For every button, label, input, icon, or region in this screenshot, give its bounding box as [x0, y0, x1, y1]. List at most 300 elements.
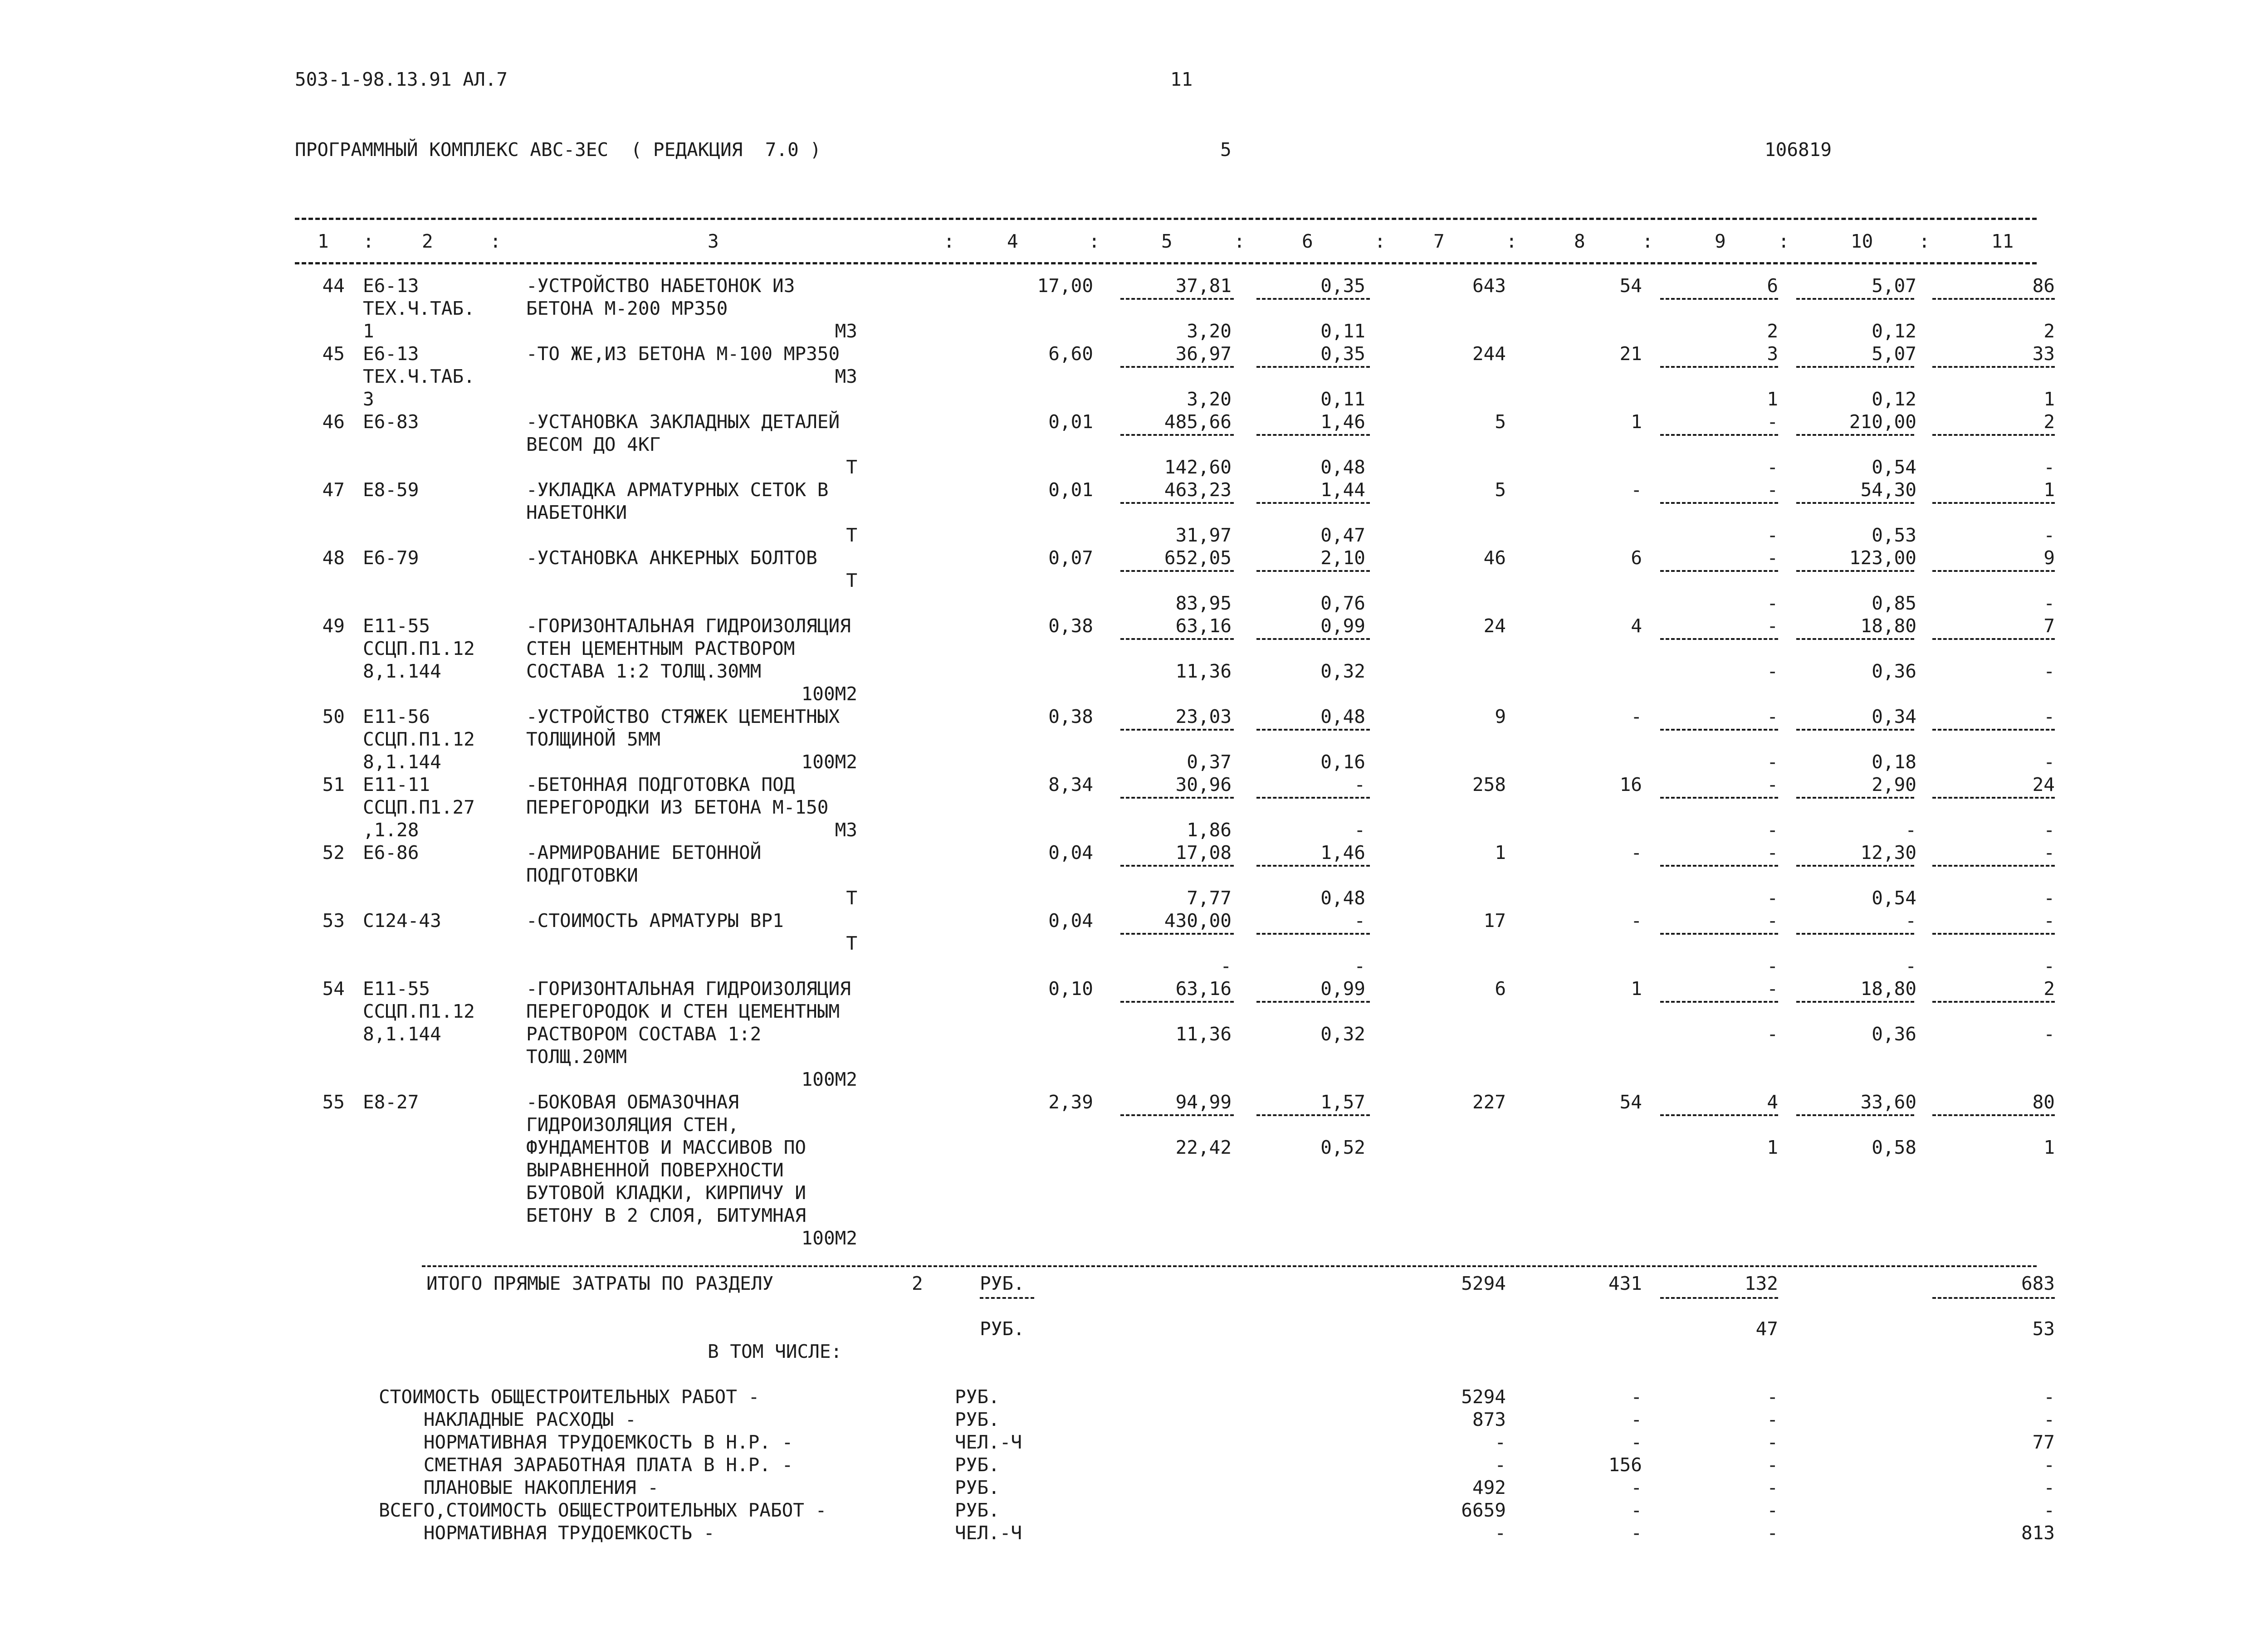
value-c10: 123,00	[1849, 547, 1916, 569]
value-c8: -	[1631, 706, 1642, 727]
totals-unit: РУБ.	[980, 1273, 1025, 1294]
summary-unit: РУБ.	[955, 1477, 1000, 1498]
sub-rule	[1120, 298, 1234, 300]
quantity: 0,38	[1048, 706, 1093, 727]
summary-col9: -	[1767, 1499, 1778, 1521]
work-description: -УКЛАДКА АРМАТУРНЫХ СЕТОК В	[526, 479, 829, 501]
value-c10: 5,07	[1872, 343, 1916, 365]
row-number: 44	[322, 275, 345, 297]
value-c9: -	[1767, 547, 1778, 569]
summary-col8: -	[1631, 1522, 1642, 1544]
value-c7: 17	[1483, 910, 1506, 932]
summary-col11: -	[2043, 1454, 2055, 1476]
column-separator: :	[1778, 230, 1789, 252]
work-description: ТОЛЩИНОЙ 5ММ	[526, 728, 661, 750]
sub-rule	[1120, 933, 1234, 935]
row-number: 49	[322, 615, 345, 637]
measure-unit: Т	[846, 887, 857, 909]
quantity: 0,38	[1048, 615, 1093, 637]
row-number: 46	[322, 411, 345, 433]
value-c7: 5	[1495, 411, 1506, 433]
subvalue-s9: -	[1767, 524, 1778, 546]
sub-rule	[1660, 729, 1778, 731]
value-c9: -	[1767, 910, 1778, 932]
including-label: В ТОМ ЧИСЛЕ:	[708, 1341, 842, 1362]
subvalue-s10: 0,12	[1872, 320, 1916, 342]
value-c10: 210,00	[1849, 411, 1916, 433]
subvalue-s9: -	[1767, 955, 1778, 977]
column-header-4: 4	[1007, 230, 1018, 252]
value-c5: 30,96	[1175, 774, 1232, 795]
subvalue-s6: 0,48	[1320, 887, 1365, 909]
sub-rule	[1256, 638, 1370, 640]
work-description: -ГОРИЗОНТАЛЬНАЯ ГИДРОИЗОЛЯЦИЯ	[526, 978, 851, 1000]
value-c8: 6	[1631, 547, 1642, 569]
value-c11: 2	[2043, 978, 2055, 1000]
value-c10: 18,80	[1860, 978, 1916, 1000]
sub-rule	[1796, 638, 1914, 640]
sub-rule	[1120, 502, 1234, 504]
work-description: -УСТАНОВКА АНКЕРНЫХ БОЛТОВ	[526, 547, 817, 569]
sub-rule	[1932, 797, 2055, 799]
value-c10: 33,60	[1860, 1091, 1916, 1113]
column-header-6: 6	[1302, 230, 1313, 252]
sub-rule	[1796, 797, 1914, 799]
sub-rule	[1660, 933, 1778, 935]
summary-col7: 6659	[1461, 1499, 1506, 1521]
subvalue-s5: 0,37	[1187, 751, 1232, 773]
measure-unit: Т	[846, 524, 857, 546]
subvalue-s6: 0,11	[1320, 320, 1365, 342]
sub-rule	[1796, 366, 1914, 368]
work-description: ВЫРАВНЕННОЙ ПОВЕРХНОСТИ	[526, 1159, 784, 1181]
subvalue-s6: 0,52	[1320, 1137, 1365, 1158]
column-separator: :	[1374, 230, 1386, 252]
subvalue-s5: 83,95	[1175, 592, 1232, 614]
subvalue-s5: 3,20	[1187, 388, 1232, 410]
quantity: 6,60	[1048, 343, 1093, 365]
work-description: -УСТРОЙСТВО СТЯЖЕК ЦЕМЕНТНЫХ	[526, 706, 840, 727]
norm-code: Е11-55	[363, 615, 430, 637]
sub-rule	[1660, 298, 1778, 300]
subvalue-s10: 0,53	[1872, 524, 1916, 546]
column-header-5: 5	[1161, 230, 1173, 252]
sub-rule	[1932, 1114, 2055, 1116]
value-c7: 1	[1495, 842, 1506, 863]
sub-rule	[1932, 434, 2055, 436]
summary-col11: -	[2043, 1477, 2055, 1498]
quantity: 0,07	[1048, 547, 1093, 569]
work-description: ТОЛЩ.20ММ	[526, 1046, 627, 1068]
summary-label: НАКЛАДНЫЕ РАСХОДЫ -	[379, 1409, 636, 1430]
sub-rule	[1120, 434, 1234, 436]
work-description: -УСТРОЙСТВО НАБЕТОНОК ИЗ	[526, 275, 795, 297]
value-c9: -	[1767, 706, 1778, 727]
sub-rule	[1256, 729, 1370, 731]
summary-label: СТОИМОСТЬ ОБЩЕСТРОИТЕЛЬНЫХ РАБОТ -	[379, 1386, 760, 1408]
sub-rule	[1660, 502, 1778, 504]
subvalue-s11: 1	[2043, 388, 2055, 410]
summary-col9: -	[1767, 1454, 1778, 1476]
value-c7: 258	[1472, 774, 1506, 795]
totals-label: ИТОГО ПРЯМЫЕ ЗАТРАТЫ ПО РАЗДЕЛУ	[426, 1273, 774, 1294]
sub-rule	[1256, 933, 1370, 935]
value-c5: 17,08	[1175, 842, 1232, 863]
row-number: 54	[322, 978, 345, 1000]
norm-code: ТЕХ.Ч.ТАБ.	[363, 298, 475, 319]
work-description: БЕТОНУ В 2 СЛОЯ, БИТУМНАЯ	[526, 1205, 807, 1226]
work-description: ВЕСОМ ДО 4КГ	[526, 434, 661, 455]
sub-rule	[1256, 865, 1370, 867]
totals-col8: 431	[1608, 1273, 1642, 1294]
sub-rule	[1256, 1001, 1370, 1003]
summary-label: НОРМАТИВНАЯ ТРУДОЕМКОСТЬ В Н.Р. -	[379, 1431, 793, 1453]
value-c5: 94,99	[1175, 1091, 1232, 1113]
work-description: -УСТАНОВКА ЗАКЛАДНЫХ ДЕТАЛЕЙ	[526, 411, 840, 433]
work-description: ПЕРЕГОРОДОК И СТЕН ЦЕМЕНТНЫМ	[526, 1000, 840, 1022]
doc-code: 503-1-98.13.91 АЛ.7	[295, 68, 508, 90]
row-number: 50	[322, 706, 345, 727]
sub-rule	[1796, 865, 1914, 867]
value-c9: -	[1767, 615, 1778, 637]
sub-rule	[1932, 1001, 2055, 1003]
work-description: БЕТОНА М-200 МР350	[526, 298, 728, 319]
value-c9: -	[1767, 842, 1778, 863]
value-c5: 63,16	[1175, 615, 1232, 637]
subvalue-s10: 0,85	[1872, 592, 1916, 614]
norm-code: ССЦП.П1.27	[363, 796, 475, 818]
section-number: 5	[1220, 139, 1232, 161]
summary-col7: -	[1495, 1454, 1506, 1476]
subvalue-s11: -	[2043, 955, 2055, 977]
summary-label: ВСЕГО,СТОИМОСТЬ ОБЩЕСТРОИТЕЛЬНЫХ РАБОТ -	[379, 1499, 827, 1521]
value-c8: 21	[1619, 343, 1642, 365]
subvalue-s6: 0,11	[1320, 388, 1365, 410]
subvalue-s9: 1	[1767, 388, 1778, 410]
value-c6: 1,46	[1320, 411, 1365, 433]
value-c10: 0,34	[1872, 706, 1916, 727]
work-description: -ТО ЖЕ,ИЗ БЕТОНА М-100 МР350	[526, 343, 840, 365]
subvalue-s10: 0,18	[1872, 751, 1916, 773]
value-c8: -	[1631, 842, 1642, 863]
sub-rule	[1120, 638, 1234, 640]
table-top-rule	[295, 218, 2037, 220]
value-c7: 227	[1472, 1091, 1506, 1113]
subvalue-s5: -	[1220, 955, 1232, 977]
document-id: 106819	[1765, 139, 1832, 161]
value-c11: 24	[2032, 774, 2055, 795]
subvalue-s11: -	[2043, 751, 2055, 773]
totals-unit-2: РУБ.	[980, 1318, 1025, 1340]
summary-col8: -	[1631, 1386, 1642, 1408]
value-c5: 23,03	[1175, 706, 1232, 727]
work-description: ФУНДАМЕНТОВ И МАССИВОВ ПО	[526, 1137, 807, 1158]
norm-code: ,1.28	[363, 819, 419, 841]
column-separator: :	[1234, 230, 1245, 252]
value-c8: 54	[1619, 275, 1642, 297]
totals-col11: 683	[2021, 1273, 2055, 1294]
value-c10: -	[1905, 910, 1916, 932]
value-c8: 4	[1631, 615, 1642, 637]
value-c9: 4	[1767, 1091, 1778, 1113]
norm-code: ССЦП.П1.12	[363, 728, 475, 750]
measure-unit: 100М2	[801, 1068, 857, 1090]
program-title: ПРОГРАММНЫЙ КОМПЛЕКС АВС-3ЕС ( РЕДАКЦИЯ 7.0 )	[295, 139, 821, 161]
sub-rule	[1796, 298, 1914, 300]
subvalue-s11: -	[2043, 887, 2055, 909]
sub-rule	[1660, 865, 1778, 867]
sub-rule	[1660, 638, 1778, 640]
column-header-9: 9	[1715, 230, 1726, 252]
value-c11: -	[2043, 910, 2055, 932]
norm-code: Е6-86	[363, 842, 419, 863]
value-c6: 0,99	[1320, 615, 1365, 637]
work-description: СТЕН ЦЕМЕНТНЫМ РАСТВОРОМ	[526, 638, 795, 659]
summary-col9: -	[1767, 1431, 1778, 1453]
subvalue-s5: 142,60	[1164, 456, 1232, 478]
norm-code: Е11-55	[363, 978, 430, 1000]
measure-unit: Т	[846, 570, 857, 591]
row-number: 52	[322, 842, 345, 863]
value-c7: 6	[1495, 978, 1506, 1000]
value-c6: 0,35	[1320, 343, 1365, 365]
value-c9: -	[1767, 479, 1778, 501]
totals2-col9: 47	[1755, 1318, 1778, 1340]
norm-code: Е6-79	[363, 547, 419, 569]
value-c5: 652,05	[1164, 547, 1232, 569]
norm-code: ССЦП.П1.12	[363, 638, 475, 659]
norm-code: Е8-27	[363, 1091, 419, 1113]
summary-col9: -	[1767, 1477, 1778, 1498]
sub-rule	[1932, 933, 2055, 935]
sub-rule	[1120, 570, 1234, 572]
value-c11: 80	[2032, 1091, 2055, 1113]
column-separator: :	[363, 230, 374, 252]
value-c11: 86	[2032, 275, 2055, 297]
sub-rule	[1256, 434, 1370, 436]
sub-rule	[1932, 366, 2055, 368]
summary-col8: -	[1631, 1477, 1642, 1498]
column-header-7: 7	[1433, 230, 1445, 252]
subvalue-s11: -	[2043, 819, 2055, 841]
sub-rule	[1256, 1114, 1370, 1116]
subvalue-s11: -	[2043, 524, 2055, 546]
value-c8: -	[1631, 910, 1642, 932]
norm-code: Е6-13	[363, 343, 419, 365]
measure-unit: М3	[835, 819, 857, 841]
work-description: ПОДГОТОВКИ	[526, 864, 638, 886]
value-c11: -	[2043, 842, 2055, 863]
totals-section: 2	[912, 1273, 923, 1294]
summary-col9: -	[1767, 1386, 1778, 1408]
value-c11: -	[2043, 706, 2055, 727]
sub-rule	[1256, 502, 1370, 504]
sub-rule	[1932, 638, 2055, 640]
summary-col11: -	[2043, 1499, 2055, 1521]
value-c11: 33	[2032, 343, 2055, 365]
sub-rule	[1796, 502, 1914, 504]
totals-top-rule	[422, 1265, 2037, 1267]
row-number: 53	[322, 910, 345, 932]
value-c5: 463,23	[1164, 479, 1232, 501]
row-number: 45	[322, 343, 345, 365]
sub-rule	[1120, 729, 1234, 731]
column-separator: :	[1506, 230, 1517, 252]
subvalue-s10: -	[1905, 819, 1916, 841]
totals-col9: 132	[1744, 1273, 1778, 1294]
column-separator: :	[1642, 230, 1653, 252]
subvalue-s9: 2	[1767, 320, 1778, 342]
value-c7: 643	[1472, 275, 1506, 297]
row-number: 47	[322, 479, 345, 501]
sub-rule	[1796, 434, 1914, 436]
work-description: НАБЕТОНКИ	[526, 502, 627, 523]
row-number: 51	[322, 774, 345, 795]
sub-rule	[1932, 865, 2055, 867]
value-c7: 5	[1495, 479, 1506, 501]
sub-rule	[1256, 570, 1370, 572]
sub-rule	[1932, 298, 2055, 300]
summary-col7: -	[1495, 1522, 1506, 1544]
sub-rule	[1660, 434, 1778, 436]
sub-rule	[1120, 366, 1234, 368]
value-c8: 1	[1631, 978, 1642, 1000]
value-c10: 2,90	[1872, 774, 1916, 795]
norm-code: 3	[363, 388, 374, 410]
value-c10: 5,07	[1872, 275, 1916, 297]
subvalue-s9: -	[1767, 660, 1778, 682]
subvalue-s6: -	[1354, 819, 1365, 841]
column-separator: :	[1919, 230, 1930, 252]
subvalue-s5: 1,86	[1187, 819, 1232, 841]
subvalue-s10: 0,12	[1872, 388, 1916, 410]
value-c5: 63,16	[1175, 978, 1232, 1000]
summary-col11: 813	[2021, 1522, 2055, 1544]
sub-rule	[1660, 1114, 1778, 1116]
column-header-8: 8	[1574, 230, 1585, 252]
measure-unit: Т	[846, 456, 857, 478]
summary-col8: -	[1631, 1431, 1642, 1453]
quantity: 8,34	[1048, 774, 1093, 795]
quantity: 0,01	[1048, 411, 1093, 433]
column-separator: :	[490, 230, 501, 252]
value-c10: 54,30	[1860, 479, 1916, 501]
value-c6: 0,99	[1320, 978, 1365, 1000]
value-c9: -	[1767, 978, 1778, 1000]
subvalue-s9: -	[1767, 751, 1778, 773]
value-c11: 7	[2043, 615, 2055, 637]
quantity: 2,39	[1048, 1091, 1093, 1113]
sub-rule	[1796, 1114, 1914, 1116]
value-c5: 37,81	[1175, 275, 1232, 297]
column-separator: :	[1089, 230, 1100, 252]
value-c11: 9	[2043, 547, 2055, 569]
sub-rule	[1796, 933, 1914, 935]
sub-rule	[1256, 366, 1370, 368]
value-c6: -	[1354, 910, 1365, 932]
sub-rule	[1932, 729, 2055, 731]
sub-rule	[1120, 797, 1234, 799]
totals2-col11: 53	[2032, 1318, 2055, 1340]
summary-label: НОРМАТИВНАЯ ТРУДОЕМКОСТЬ -	[379, 1522, 715, 1544]
value-c7: 9	[1495, 706, 1506, 727]
column-header-3: 3	[708, 230, 719, 252]
subvalue-s11: 1	[2043, 1137, 2055, 1158]
value-c9: 3	[1767, 343, 1778, 365]
subvalue-s10: -	[1905, 955, 1916, 977]
summary-col8: -	[1631, 1499, 1642, 1521]
value-c6: 2,10	[1320, 547, 1365, 569]
sub-rule	[1796, 1001, 1914, 1003]
subvalue-s9: -	[1767, 887, 1778, 909]
sub-rule	[1660, 570, 1778, 572]
value-c8: 16	[1619, 774, 1642, 795]
sub-rule	[980, 1297, 1034, 1299]
summary-label: ПЛАНОВЫЕ НАКОПЛЕНИЯ -	[379, 1477, 659, 1498]
quantity: 17,00	[1037, 275, 1093, 297]
value-c10: 12,30	[1860, 842, 1916, 863]
value-c10: 18,80	[1860, 615, 1916, 637]
summary-col11: -	[2043, 1386, 2055, 1408]
subvalue-s5: 11,36	[1175, 660, 1232, 682]
summary-col7: 873	[1472, 1409, 1506, 1430]
quantity: 0,04	[1048, 842, 1093, 863]
value-c11: 2	[2043, 411, 2055, 433]
norm-code: С124-43	[363, 910, 441, 932]
summary-col9: -	[1767, 1409, 1778, 1430]
subvalue-s10: 0,54	[1872, 887, 1916, 909]
value-c7: 46	[1483, 547, 1506, 569]
value-c5: 430,00	[1164, 910, 1232, 932]
work-description: -БОКОВАЯ ОБМАЗОЧНАЯ	[526, 1091, 739, 1113]
column-header-10: 10	[1851, 230, 1873, 252]
subvalue-s6: 0,32	[1320, 1023, 1365, 1045]
subvalue-s11: -	[2043, 660, 2055, 682]
sub-rule	[1660, 1001, 1778, 1003]
page-number: 11	[1170, 68, 1193, 90]
norm-code: Е11-56	[363, 706, 430, 727]
subvalue-s5: 3,20	[1187, 320, 1232, 342]
value-c8: -	[1631, 479, 1642, 501]
subvalue-s11: -	[2043, 1023, 2055, 1045]
totals-col7: 5294	[1461, 1273, 1506, 1294]
quantity: 0,01	[1048, 479, 1093, 501]
work-description: БУТОВОЙ КЛАДКИ, КИРПИЧУ И	[526, 1182, 807, 1204]
subvalue-s11: -	[2043, 592, 2055, 614]
measure-unit: 100М2	[801, 683, 857, 705]
norm-code: Е6-13	[363, 275, 419, 297]
value-c9: -	[1767, 411, 1778, 433]
work-description: ПЕРЕГОРОДКИ ИЗ БЕТОНА М-150	[526, 796, 829, 818]
summary-col11: 77	[2032, 1431, 2055, 1453]
subvalue-s5: 22,42	[1175, 1137, 1232, 1158]
summary-col7: 492	[1472, 1477, 1506, 1498]
measure-unit: 100М2	[801, 1227, 857, 1249]
value-c7: 244	[1472, 343, 1506, 365]
row-number: 48	[322, 547, 345, 569]
subvalue-s5: 11,36	[1175, 1023, 1232, 1045]
column-header-11: 11	[1991, 230, 2014, 252]
sub-rule	[1932, 570, 2055, 572]
summary-unit: РУБ.	[955, 1409, 1000, 1430]
value-c5: 485,66	[1164, 411, 1232, 433]
work-description: -АРМИРОВАНИЕ БЕТОННОЙ	[526, 842, 762, 863]
sub-rule	[1120, 1001, 1234, 1003]
summary-col11: -	[2043, 1409, 2055, 1430]
summary-col7: 5294	[1461, 1386, 1506, 1408]
subvalue-s10: 0,36	[1872, 660, 1916, 682]
norm-code: Е6-83	[363, 411, 419, 433]
